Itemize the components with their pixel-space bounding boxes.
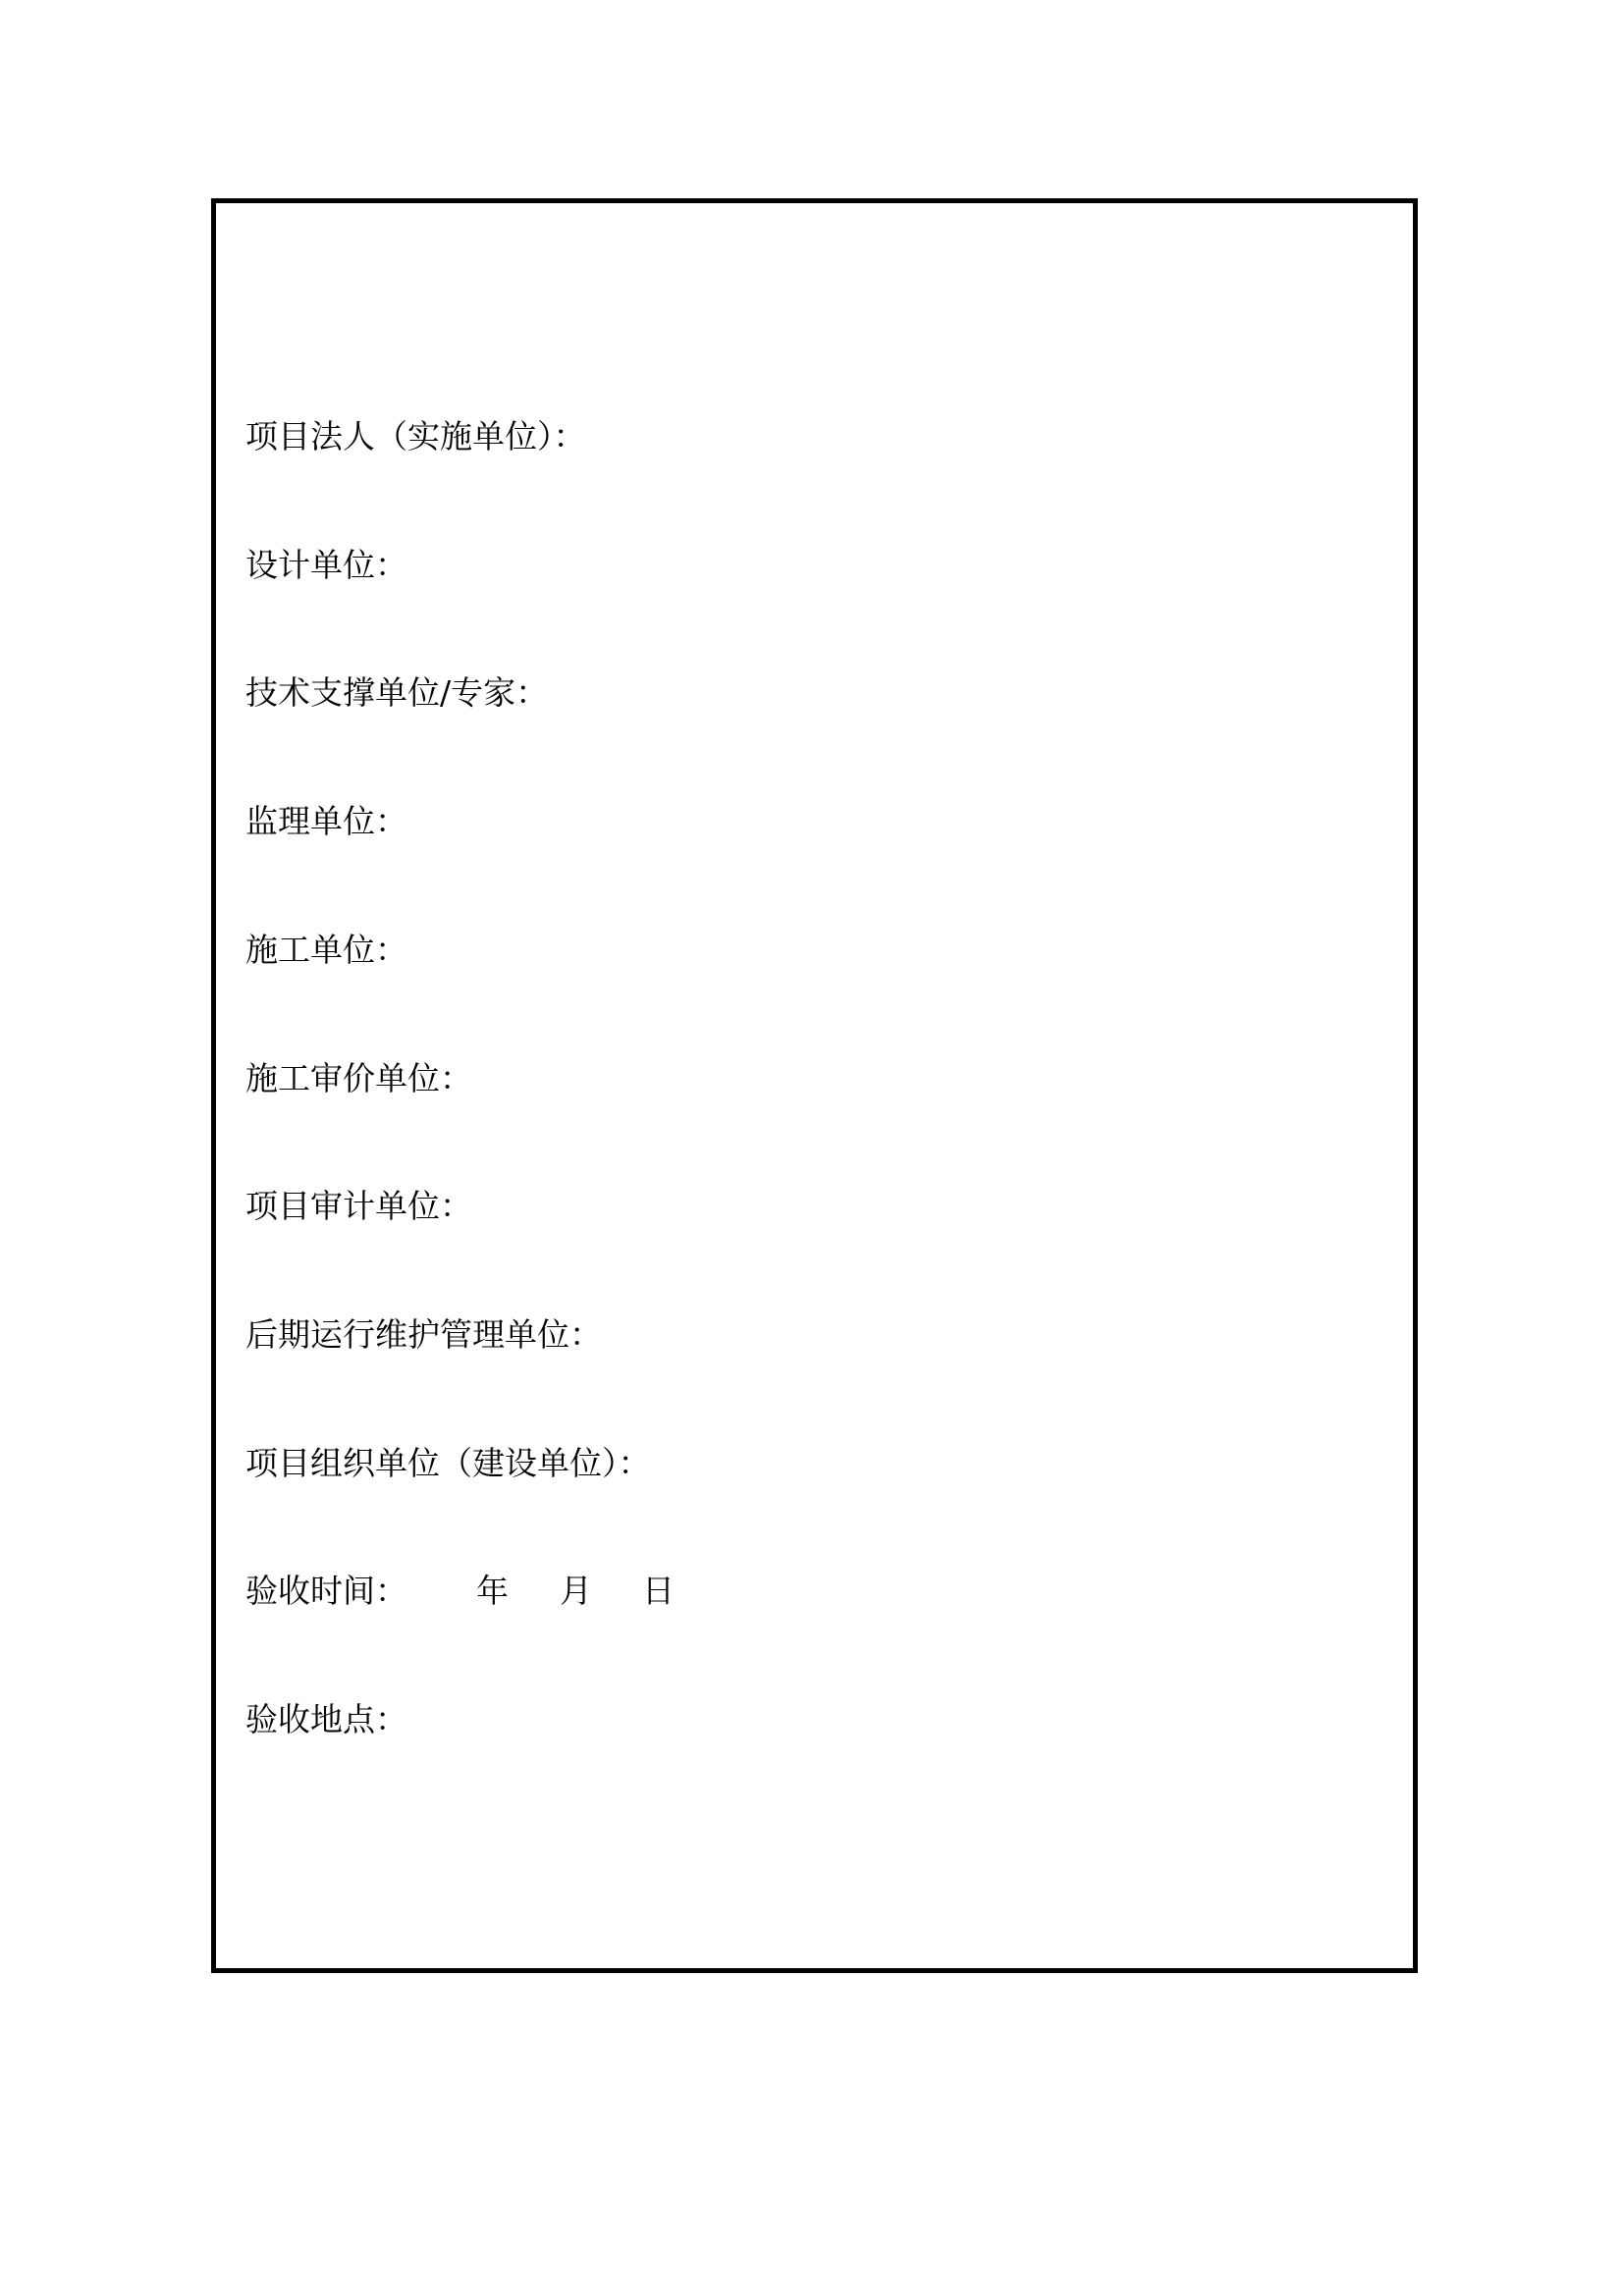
date-day: 日 bbox=[642, 1572, 675, 1610]
field-design-unit: 设计单位： bbox=[245, 546, 407, 584]
field-maintenance-unit: 后期运行维护管理单位： bbox=[245, 1315, 602, 1354]
field-acceptance-location: 验收地点： bbox=[245, 1700, 407, 1738]
field-acceptance-time: 验收时间： bbox=[245, 1572, 407, 1610]
date-year: 年 bbox=[476, 1572, 509, 1610]
date-month: 月 bbox=[560, 1572, 592, 1610]
field-supervision-unit: 监理单位： bbox=[245, 802, 407, 840]
field-construction-price-audit: 施工审价单位： bbox=[245, 1059, 472, 1097]
field-construction-unit: 施工单位： bbox=[245, 931, 407, 969]
field-project-audit-unit: 项目审计单位： bbox=[245, 1187, 472, 1225]
field-technical-support: 技术支撑单位/专家： bbox=[245, 673, 549, 712]
field-project-legal-person: 项目法人（实施单位）： bbox=[245, 417, 586, 455]
field-organizing-unit: 项目组织单位（建设单位）： bbox=[245, 1444, 651, 1482]
